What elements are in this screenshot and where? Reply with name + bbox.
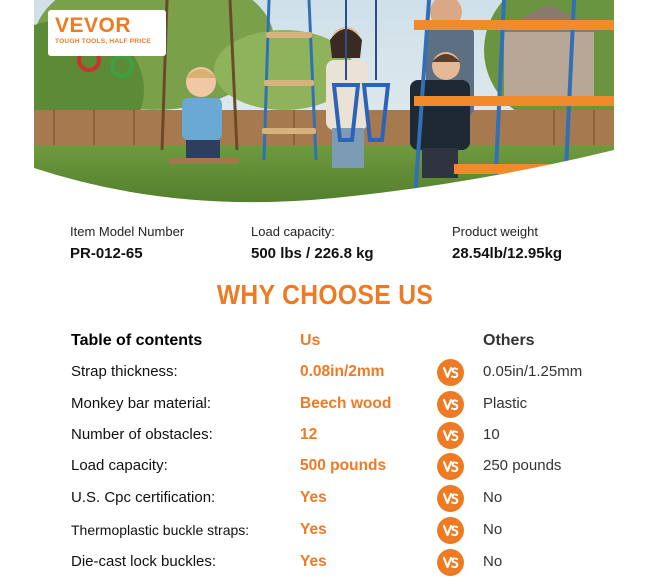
table-row — [0, 549, 650, 579]
row-others-value: No — [483, 553, 503, 570]
row-us-value: 500 pounds — [300, 457, 387, 474]
spec-load-capacity — [251, 224, 374, 265]
spec-value: PR-012-65 — [70, 245, 143, 262]
row-us-value: Yes — [300, 521, 327, 538]
row-us-value: 12 — [300, 426, 318, 443]
why-choose-us-heading: WHY CHOOSE US — [216, 279, 434, 310]
row-others-value: 10 — [483, 426, 500, 443]
spec-row — [0, 224, 650, 264]
row-feature: Thermoplastic buckle straps: — [71, 522, 250, 538]
vs-badge-icon — [437, 549, 464, 576]
vs-badge-icon — [437, 485, 464, 512]
vs-badge-icon — [437, 422, 464, 449]
table-header — [0, 328, 650, 358]
row-feature: U.S. Cpc certification: — [71, 489, 216, 506]
vs-badge-icon — [437, 359, 464, 386]
row-others-value: 0.05in/1.25mm — [483, 363, 583, 380]
table-row — [0, 485, 650, 515]
row-others-value: No — [483, 521, 503, 538]
brand-name: VEVOR — [55, 14, 132, 37]
header-others: Others — [483, 332, 535, 349]
spec-model — [70, 224, 184, 265]
spec-value: 500 lbs / 226.8 kg — [251, 245, 374, 262]
table-row — [0, 453, 650, 483]
row-us-value: Beech wood — [300, 395, 392, 412]
table-row — [0, 391, 650, 421]
brand-tagline: TOUGH TOOLS, HALF PRICE — [55, 38, 151, 45]
row-feature: Strap thickness: — [71, 363, 178, 380]
spec-label: Product weight — [452, 224, 538, 239]
table-row — [0, 359, 650, 389]
header-feature: Table of contents — [71, 332, 203, 349]
spec-value: 28.54lb/12.95kg — [452, 245, 563, 262]
row-feature: Load capacity: — [71, 457, 168, 474]
row-us-value: Yes — [300, 553, 327, 570]
vs-badge-icon — [437, 453, 464, 480]
row-others-value: 250 pounds — [483, 457, 562, 474]
vs-badge-icon — [437, 391, 464, 418]
row-others-value: No — [483, 489, 503, 506]
row-feature: Number of obstacles: — [71, 426, 213, 443]
hero-photo — [34, 0, 614, 212]
header-us: Us — [300, 332, 321, 349]
row-feature: Monkey bar material: — [71, 395, 212, 412]
spec-label: Load capacity: — [251, 224, 335, 239]
table-row — [0, 517, 650, 547]
table-row — [0, 422, 650, 452]
spec-weight — [452, 224, 562, 265]
vs-badge-icon — [437, 517, 464, 544]
row-feature: Die-cast lock buckles: — [71, 553, 217, 570]
row-others-value: Plastic — [483, 395, 528, 412]
brand-logo — [48, 10, 166, 56]
row-us-value: Yes — [300, 489, 327, 506]
row-us-value: 0.08in/2mm — [300, 363, 385, 380]
spec-label: Item Model Number — [70, 224, 185, 239]
